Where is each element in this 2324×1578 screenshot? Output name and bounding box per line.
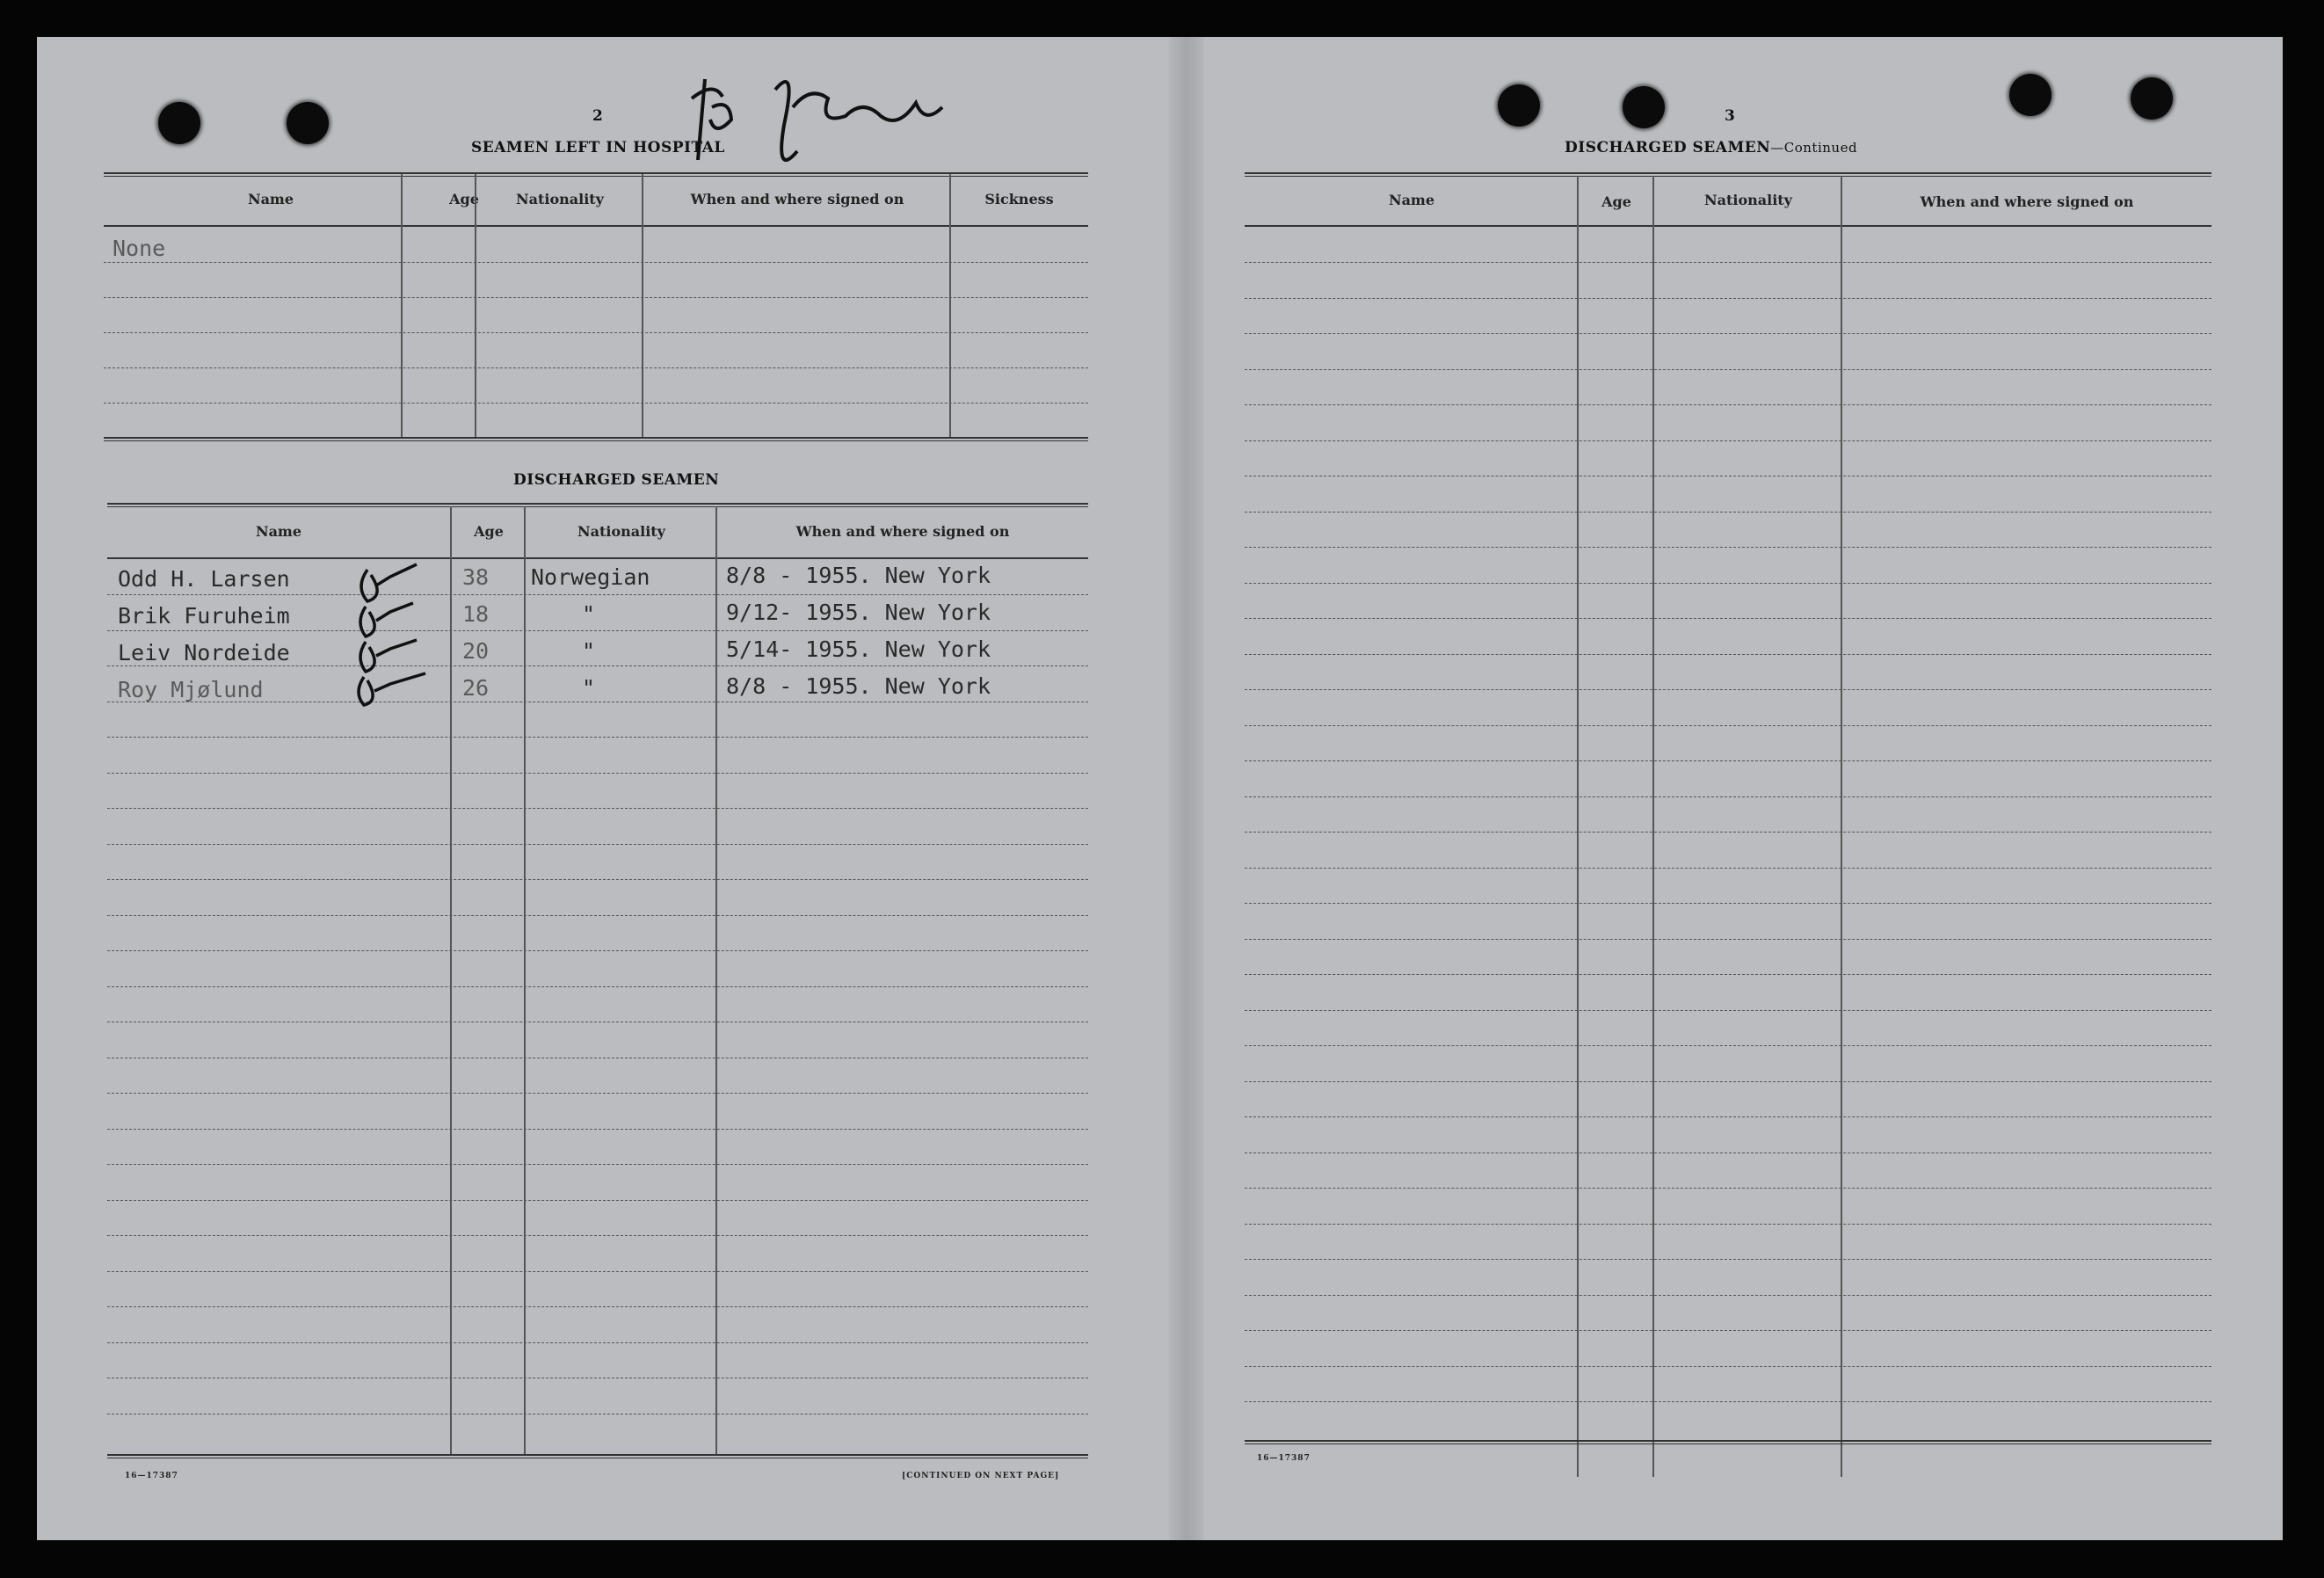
column-header-sickness: Sickness bbox=[984, 191, 1054, 207]
row-rule bbox=[1245, 725, 2211, 726]
column-divider bbox=[401, 174, 403, 438]
table-top-rule bbox=[107, 503, 1088, 507]
row-rule bbox=[107, 1200, 1088, 1201]
row-rule bbox=[1245, 512, 2211, 513]
table-bottom-rule bbox=[104, 437, 1088, 441]
seaman-signed-on: 8/8 - 1955. New York bbox=[726, 673, 991, 699]
row-rule bbox=[107, 665, 1088, 666]
section-title-discharged-continued bbox=[1565, 139, 1857, 156]
hospital-entry: None bbox=[113, 236, 166, 261]
row-rule bbox=[1245, 404, 2211, 405]
row-rule bbox=[107, 1093, 1088, 1094]
column-header-signed-on: When and where signed on bbox=[1920, 193, 2134, 210]
row-rule bbox=[1245, 618, 2211, 619]
row-rule bbox=[107, 986, 1088, 987]
seaman-signed-on: 8/8 - 1955. New York bbox=[726, 563, 991, 588]
row-rule bbox=[1245, 1045, 2211, 1046]
row-rule bbox=[104, 297, 1088, 298]
column-divider bbox=[715, 506, 717, 1456]
row-rule bbox=[107, 915, 1088, 916]
row-rule bbox=[1245, 1295, 2211, 1296]
seaman-name: Brik Furuheim bbox=[118, 603, 290, 629]
row-rule bbox=[1245, 547, 2211, 548]
column-header-name: Name bbox=[255, 523, 302, 540]
row-rule bbox=[107, 630, 1088, 631]
row-rule bbox=[107, 773, 1088, 774]
row-rule bbox=[1245, 1366, 2211, 1367]
section-title-hospital: SEAMEN LEFT IN HOSPITAL bbox=[471, 139, 725, 156]
seaman-age: 18 bbox=[462, 601, 490, 627]
row-rule bbox=[107, 1306, 1088, 1307]
row-rule bbox=[107, 737, 1088, 738]
column-header-nationality: Nationality bbox=[1704, 192, 1792, 208]
row-rule bbox=[1245, 939, 2211, 940]
row-rule bbox=[107, 879, 1088, 880]
row-rule bbox=[1245, 298, 2211, 299]
section-title-suffix: —Continued bbox=[1770, 140, 1858, 156]
column-header-name: Name bbox=[247, 191, 294, 207]
row-rule bbox=[1245, 262, 2211, 263]
column-header-nationality: Nationality bbox=[577, 523, 665, 540]
table-bottom-rule bbox=[107, 1454, 1088, 1458]
row-rule bbox=[1245, 1116, 2211, 1117]
column-header-signed-on: When and where signed on bbox=[795, 523, 1010, 540]
row-rule bbox=[107, 1164, 1088, 1165]
column-header-age: Age bbox=[449, 191, 479, 207]
row-rule bbox=[107, 1342, 1088, 1343]
row-rule bbox=[1245, 1259, 2211, 1260]
column-header-signed-on: When and where signed on bbox=[690, 191, 904, 207]
column-divider bbox=[524, 506, 526, 1456]
column-divider bbox=[1577, 176, 1579, 1477]
seaman-name: Odd H. Larsen bbox=[118, 566, 290, 592]
column-divider bbox=[949, 174, 951, 438]
row-rule bbox=[107, 1271, 1088, 1272]
column-divider bbox=[642, 174, 643, 438]
row-rule bbox=[107, 844, 1088, 845]
row-rule bbox=[1245, 369, 2211, 370]
document-sheet bbox=[37, 37, 2283, 1540]
seaman-age: 20 bbox=[462, 638, 490, 664]
punch-hole bbox=[2009, 74, 2052, 116]
punch-hole bbox=[1623, 86, 1665, 128]
table-bottom-rule bbox=[1245, 1440, 2211, 1444]
row-rule bbox=[107, 950, 1088, 951]
row-rule bbox=[1245, 689, 2211, 690]
row-rule bbox=[1245, 832, 2211, 833]
punch-hole bbox=[2131, 77, 2173, 120]
punch-hole bbox=[287, 102, 329, 144]
seaman-age: 26 bbox=[462, 675, 490, 701]
column-header-name: Name bbox=[1388, 192, 1435, 208]
row-rule bbox=[104, 403, 1088, 404]
row-rule bbox=[107, 1129, 1088, 1130]
page-fold bbox=[1169, 37, 1204, 1540]
header-rule bbox=[1245, 225, 2211, 227]
row-rule bbox=[1245, 760, 2211, 761]
seaman-nationality: Norwegian bbox=[531, 564, 650, 590]
table-top-rule bbox=[1245, 172, 2211, 177]
page-number: 2 bbox=[592, 107, 603, 125]
seaman-nationality: " bbox=[582, 675, 596, 701]
row-rule bbox=[1245, 1188, 2211, 1189]
form-number: 16—17387 bbox=[125, 1472, 178, 1480]
row-rule bbox=[104, 262, 1088, 263]
section-title-discharged: DISCHARGED SEAMEN bbox=[513, 471, 720, 489]
row-rule bbox=[1245, 1224, 2211, 1225]
column-header-age: Age bbox=[474, 523, 504, 540]
table-top-rule bbox=[104, 172, 1088, 177]
row-rule bbox=[1245, 1401, 2211, 1402]
seaman-nationality: " bbox=[582, 601, 596, 627]
row-rule bbox=[107, 808, 1088, 809]
page-number: 3 bbox=[1725, 107, 1735, 125]
row-rule bbox=[1245, 796, 2211, 797]
punch-hole bbox=[1498, 84, 1540, 127]
row-rule bbox=[1245, 868, 2211, 869]
form-number: 16—17387 bbox=[1257, 1454, 1311, 1463]
row-rule bbox=[1245, 903, 2211, 904]
column-header-age: Age bbox=[1601, 193, 1631, 210]
header-rule bbox=[104, 225, 1088, 227]
continued-note: [CONTINUED ON NEXT PAGE] bbox=[902, 1472, 1060, 1480]
column-header-nationality: Nationality bbox=[516, 191, 604, 207]
row-rule bbox=[1245, 583, 2211, 584]
row-rule bbox=[104, 332, 1088, 333]
row-rule bbox=[107, 1235, 1088, 1236]
row-rule bbox=[107, 594, 1088, 595]
row-rule bbox=[1245, 440, 2211, 441]
seaman-age: 38 bbox=[462, 564, 490, 590]
seaman-signed-on: 5/14- 1955. New York bbox=[726, 636, 991, 662]
column-divider bbox=[1841, 176, 1842, 1477]
seaman-name: Roy Mjølund bbox=[118, 677, 264, 702]
seaman-signed-on: 9/12- 1955. New York bbox=[726, 600, 991, 625]
column-divider bbox=[475, 174, 476, 438]
header-rule bbox=[107, 557, 1088, 559]
row-rule bbox=[1245, 1081, 2211, 1082]
row-rule bbox=[1245, 974, 2211, 975]
row-rule bbox=[1245, 333, 2211, 334]
section-title-text: DISCHARGED SEAMEN bbox=[1565, 139, 1771, 156]
punch-hole bbox=[158, 102, 200, 144]
seaman-nationality: " bbox=[582, 638, 596, 664]
row-rule bbox=[1245, 1330, 2211, 1331]
row-rule bbox=[104, 367, 1088, 368]
check-mark-icon bbox=[323, 543, 455, 728]
column-divider bbox=[1652, 176, 1654, 1477]
row-rule bbox=[1245, 654, 2211, 655]
seaman-name: Leiv Nordeide bbox=[118, 640, 290, 665]
row-rule bbox=[1245, 1010, 2211, 1011]
